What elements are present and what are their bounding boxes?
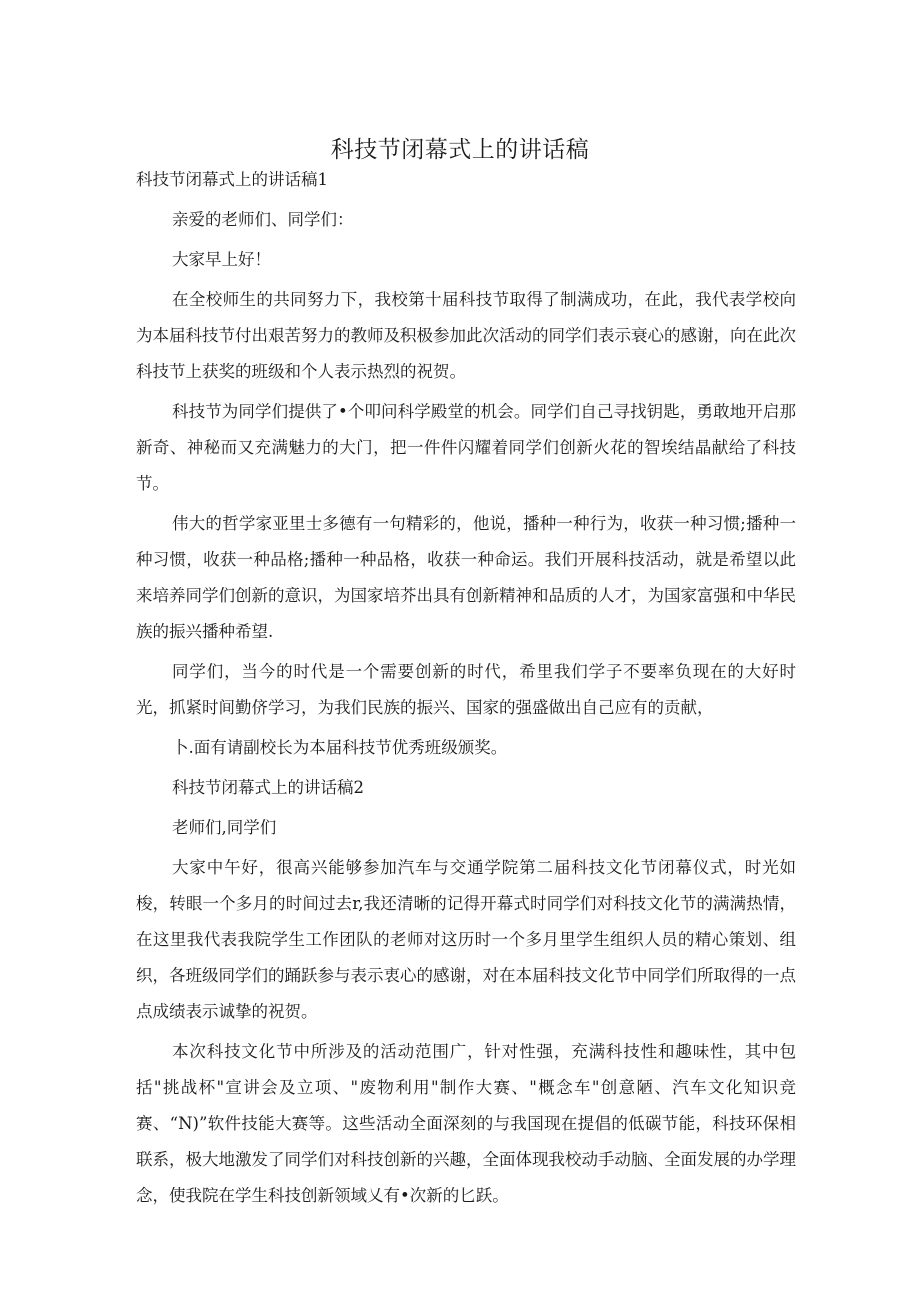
document-title: 科技节闭幕式上的讲话稿	[330, 137, 590, 164]
speech1-paragraph: 在全校师生的共同努力下，我校第十届科技节取得了制满成功，在此，我代表学校向为本届科技节付出艰苦努力的教师及积极参加此次活动的同学们表示衰心的感谢，向在此次科技节上获奖的班级和个人表示热烈的祝贺。	[136, 290, 796, 381]
speech1-paragraph: 同学们，当今的时代是一个需要创新的时代，希里我们学子不要率负现在的大好时光，抓紧时间勤侪学习，为我们民族的振兴、国家的强盛做出自己应有的贡献，	[136, 662, 796, 717]
speech2-heading: 科技节闭幕式上的讲话稿2	[172, 778, 364, 797]
speech1-paragraph: 科技节为同学们提供了•个叩问科学殿堂的机会。同学们自己寻找钥匙，勇敢地开启那新奇、神秘而又充满魅力的大门，把一件件闪耀着同学们创新火花的智埃结晶献给了科技节。	[136, 402, 796, 493]
speech1-closing: 卜.面有请副校长为本届科技节优秀班级颁奖。	[172, 738, 508, 757]
speech1-salutation: 大家早上好！	[172, 250, 271, 269]
document-body	[136, 162, 796, 1214]
speech2-greeting: 老师们,同学们	[172, 818, 277, 837]
speech2-paragraph: 大家中午好，很高兴能够参加汽车与交通学院第二届科技文化节闭幕仪式，时光如梭，转眼一个多月的时间过去r,我还清晰的记得开幕式时同学们对科技文化节的满满热情，在这里我代表我院学生工作团队的老师对这历时一个多月里学生组织人员的精心策划、组织，各班级同学们的踊跃参与表示衷心的感谢，对在本届科技文化节中同学们所取得的一点点成绩表示诚挚的祝贺。	[136, 858, 796, 1021]
speech2-paragraph: 本次科技文化节中所涉及的活动范围广，针对性强，充满科技性和趣味性，其中包括"挑战杯"宣讲会及立项、"废物利用"制作大赛、"概念车"创意陋、汽车文化知识竞赛、“N)”软件技能大赛等。这些活动全面深刻的与我国现在提倡的低碳节能，科技环保相联系，极大地激发了同学们对科技创新的兴趣，全面体现我校动手动脑、全面发展的办学理念，使我院在学生科技创新领域乂有•次新的匕跃。	[136, 1042, 796, 1205]
speech1-heading: 科技节闭幕式上的讲话稿1	[136, 170, 328, 189]
speech1-paragraph: 伟大的哲学家亚里士多德有一句精彩的，他说，播种一种行为，收获一种习惯;播种一种习惯，收获一种品格;播种一种品格，收获一种命运。我们开展科技活动，就是希望以此来培养同学们创新的意识，为国家培芥出具有创新精神和品质的人才，为国家富强和中华民族的振兴播种希望.	[136, 514, 796, 641]
speech1-greeting: 亲爱的老师们、同学们：	[172, 210, 354, 229]
